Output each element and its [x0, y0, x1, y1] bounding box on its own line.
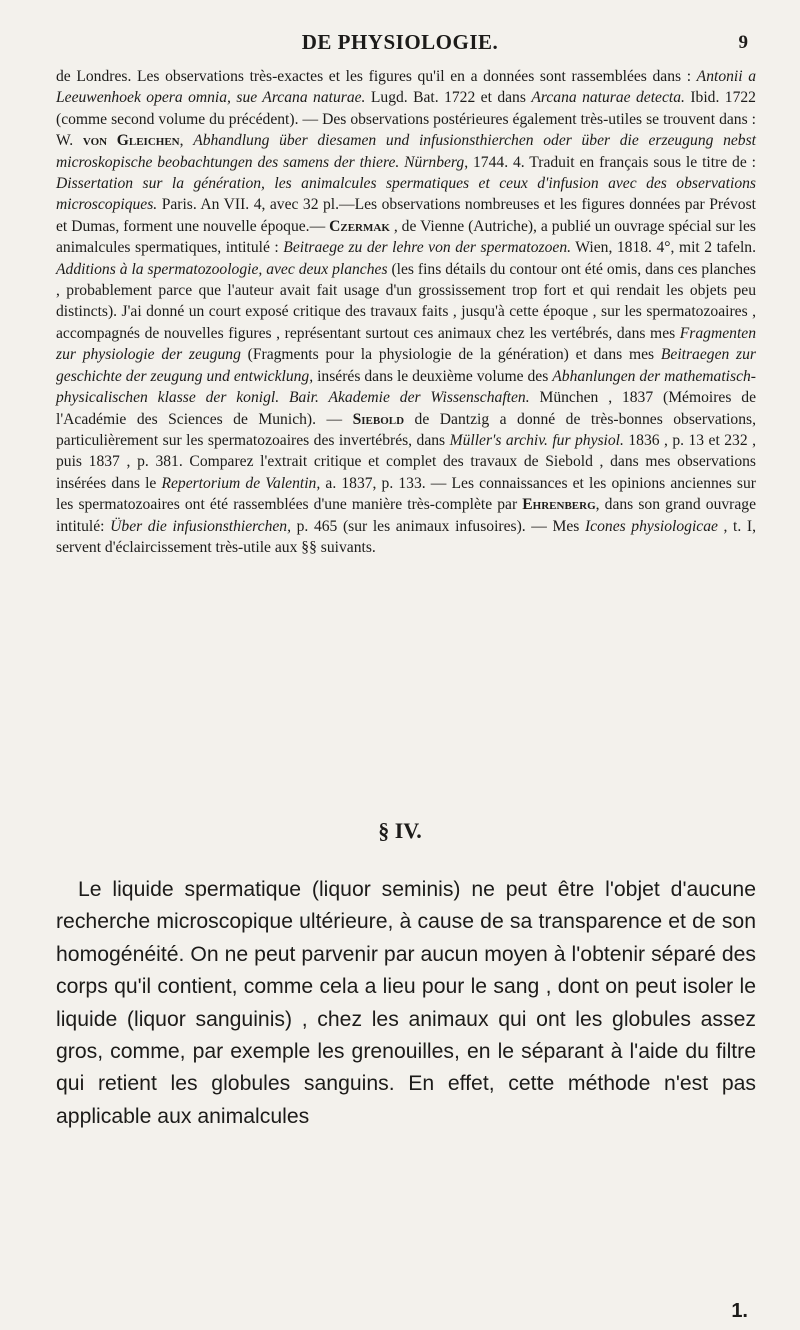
footnote-block — [56, 66, 756, 558]
section-heading: § IV. — [378, 818, 422, 843]
note-title: Abhandlung über diesamen und infusionsthierchen oder über die erzeugung nebst microskopische beobachtungen des samens der thiere. Nürnberg — [56, 132, 756, 171]
note-text: München , 1837 (Mémoires de l'Académie des Sciences de Munich). — — [56, 389, 756, 428]
note-title: Müller's archiv. fur physiol. — [449, 431, 624, 449]
note-text: Paris. An VII. 4, avec 32 pl.—Les observations nombreuses et les figures données par Prévost et Dumas, forment une nouvelle époque.— — [56, 196, 756, 235]
signature-mark: 1. — [731, 1300, 748, 1322]
author-name: Siebold — [352, 410, 405, 428]
note-text: 1836 , p. 13 et 232 , puis 1837 , p. 381. Comparez l'extrait critique et complet des travaux de Siebold , dans mes observations insérées dans le — [56, 431, 756, 492]
note-text: , — [179, 132, 194, 150]
note-title: Repertorium de Valentin, — [161, 474, 321, 492]
running-head — [0, 30, 800, 60]
note-text: , t. I, servent d'éclaircissement très-utile aux §§ suivants. — [56, 517, 756, 556]
note-text: , 1744. 4. Traduit en français sous le titre de : — [464, 153, 756, 171]
note-text: a. 1837, p. 133. — Les connaissances et les opinions anciennes sur les spermatozoaires ont été rassemblées d'une manière très-complète par — [56, 474, 756, 514]
running-title: DE PHYSIOLOGIE. — [301, 30, 499, 54]
note-title: Abhanlungen der mathematisch-physicalischen klasse der konigl. Bair. Akademie der Wissenschaften. — [56, 367, 756, 407]
author-name: von Gleichen — [82, 132, 180, 150]
note-text: de Dantzig a donné de très-bonnes observations, particulièrement sur les spermatozoaires des invertébrés, dans — [56, 410, 756, 449]
note-title: Antonii a Leeuwenhoek opera omnia, sue Arcana naturae. — [56, 68, 757, 107]
note-title: Beitraege zu der lehre von der spermatozoen. — [283, 239, 572, 257]
note-title: Beitraegen zur geschichte der zeugung und entwicklung, — [56, 346, 756, 385]
note-text: , dans son grand ouvrage intitulé: — [56, 496, 756, 535]
note-text: insérés dans le deuxième volume des — [313, 367, 553, 385]
note-text: (Fragments pour la physiologie de la génération) et dans mes — [240, 346, 661, 364]
note-text: (les fins détails du contour ont été omis, dans ces planches , probablement parce que l'auteur avait fait usage d'un grossissement trop fort et qui rendait les objets peu distincts). J'ai donné un court exposé critique des travaux faits , jusqu'à cette époque , sur les spermatozoaires , accompagnés de nouvelles figures , représentant surtout ces animaux chez les vertébrés, dans mes — [56, 260, 756, 342]
note-title: Fragmenten zur physiologie der zeugung — [56, 324, 756, 364]
note-title: Über die infusionsthierchen, — [110, 517, 292, 535]
footnote-paragraph — [56, 66, 756, 558]
author-name: Ehrenberg — [522, 496, 596, 514]
note-text: Lugd. Bat. 1722 et dans — [365, 89, 532, 107]
note-title: Additions à la spermatozoologie, avec deux planches — [56, 260, 388, 278]
author-name: Czermak — [329, 217, 390, 235]
page-number: 9 — [738, 32, 748, 53]
main-paragraph: Le liquide spermatique (liquor seminis) ne peut être l'objet d'aucune recherche microscopique ultérieure, à cause de sa transparence et de son homogénéité. On ne peut parvenir par aucun moyen à l'obtenir séparé des corps qu'il contient, comme cela a lieu pour le sang , dont on peut isoler le liquide (liquor sanguinis) , chez les animaux qui ont les globules assez gros, comme, par exemple les grenouilles, en le séparant à l'aide du filtre qui retient les globules sanguins. En effet, cette méthode n'est pas applicable aux animalcules — [56, 878, 756, 1128]
note-title: Dissertation sur la génération, les animalcules spermatiques et ceux d'infusion avec des observations microscopiques. — [56, 175, 756, 214]
main-text-block — [56, 874, 756, 1133]
note-title: Arcana naturae detecta. — [531, 89, 685, 107]
note-text: p. 465 (sur les animaux infusoires). — Mes — [291, 517, 585, 535]
note-text: Wien, 1818. 4°, mit 2 tafeln. — [571, 239, 756, 257]
note-title: Icones physiologicae — [584, 517, 718, 535]
note-text: de Londres. Les observations très-exactes et les figures qu'il en a données sont rassemblées dans : — [56, 68, 697, 85]
note-text: Ibid. 1722 (comme second volume du précédent). — Des observations postérieures également très-utiles se trouvent dans : W. — [56, 89, 756, 150]
note-text: , de Vienne (Autriche), a publié un ouvrage spécial sur les animalcules spermatiques, intitulé : — [56, 217, 756, 257]
